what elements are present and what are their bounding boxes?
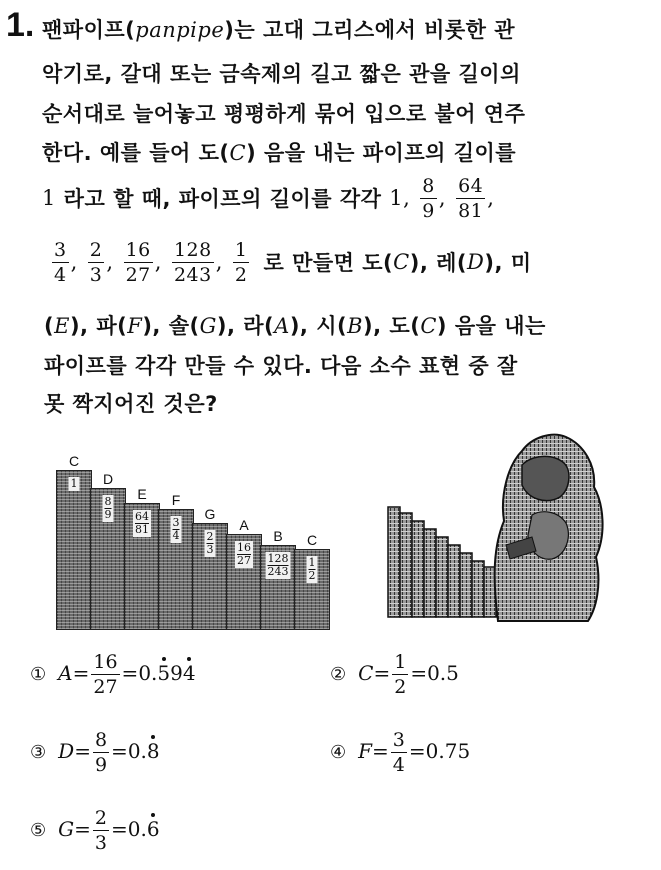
option-marker: ① — [30, 664, 47, 685]
note-c: C — [420, 314, 437, 338]
note-g: G — [199, 314, 217, 338]
question-text: ), 레( — [409, 251, 467, 275]
question-line-7 — [44, 310, 644, 340]
equals-sign: = — [74, 739, 91, 763]
equals-sign: = — [111, 739, 128, 763]
equals-sign: = — [372, 739, 389, 763]
question-text: ), 라( — [216, 314, 275, 338]
pipe-bar-8 — [294, 532, 330, 630]
option-marker: ③ — [30, 742, 47, 763]
pipe-length-label: $\frac{64}{81}$ — [135, 510, 149, 536]
question-text: 파이프를 각각 만들 수 있다. 다음 소수 표현 중 잘 — [44, 354, 518, 378]
fraction-64-81: $\frac{64}{81}$ — [458, 174, 484, 222]
question-line-6: $\frac{3}{4}$ , $\frac{2}{3}$ , $\frac{16}{27}$ , $\frac{128}{243}$ , $\frac{1}{2}$ 로 만들면 도( C ), 레( D ), 미 — [54, 238, 532, 286]
fraction-16-27: $\frac{16}{27}$ — [125, 238, 151, 286]
option-fraction: $\frac{8}{9}$ — [94, 729, 108, 776]
pipe-length-label: $\frac{1}{2}$ — [308, 556, 316, 582]
pipe-bar-1 — [56, 453, 92, 630]
question-text: 라고 할 때, 파이프의 길이를 각각 — [55, 187, 390, 211]
fraction-8-9: $\frac{8}{9}$ — [422, 174, 435, 222]
pipe-bar-6 — [226, 517, 262, 630]
option-variable: A — [58, 661, 73, 685]
question-text: ) 음을 내는 — [436, 314, 546, 338]
option-variable: C — [358, 661, 374, 685]
question-line-4 — [42, 137, 642, 167]
pipe-note-label: C — [306, 532, 318, 548]
question-text: ), 미 — [484, 251, 532, 275]
option-decimal: 0.6 — [127, 817, 160, 841]
pipe-note-label: D — [102, 471, 114, 487]
option-1[interactable] — [30, 650, 196, 699]
option-fraction: $\frac{2}{3}$ — [94, 807, 107, 854]
pipe-length-label: 1 — [70, 477, 78, 490]
note-e: E — [54, 314, 70, 338]
option-3[interactable] — [30, 728, 160, 777]
note-d: D — [467, 250, 485, 274]
question-text: ), 솔( — [142, 314, 200, 338]
fraction-3-4: $\frac{3}{4}$ — [54, 238, 67, 286]
length-one: 1 — [42, 186, 56, 210]
pipe-bar-3 — [124, 486, 160, 630]
pipe-length-label: $\frac{16}{27}$ — [237, 541, 251, 567]
pipe-note-label: C — [68, 453, 80, 469]
fraction-1-2: $\frac{1}{2}$ — [234, 238, 248, 286]
note-a: A — [274, 314, 290, 338]
question-line-2 — [42, 58, 642, 88]
option-variable: D — [58, 739, 75, 763]
pipe-length-label: $\frac{2}{3}$ — [206, 530, 214, 556]
length-first: 1, — [389, 186, 411, 210]
option-fraction: $\frac{1}{2}$ — [394, 651, 407, 698]
fraction-128-243: $\frac{128}{243}$ — [173, 238, 212, 286]
pipe-bar-4 — [158, 492, 194, 630]
equals-sign: = — [410, 661, 428, 685]
pipe-bar-5 — [192, 506, 228, 630]
option-decimal: 0.5 — [427, 661, 459, 685]
pipe-length-label: $\frac{128}{243}$ — [267, 552, 289, 578]
question-text: )는 고대 그리스에서 비롯한 관 — [224, 18, 516, 42]
question-line-5: 1 라고 할 때, 파이프의 길이를 각각 1, $\frac{8}{9}$ , $\frac{64}{81}$ , — [42, 174, 495, 222]
question-line-1 — [42, 14, 642, 44]
pipe-length-label: $\frac{3}{4}$ — [172, 516, 180, 542]
panpipe-lengths-figure — [56, 440, 336, 630]
question-text: 순서대로 늘어놓고 평평하게 묶어 입으로 불어 연주 — [42, 102, 526, 126]
option-2[interactable] — [330, 650, 459, 699]
note-c: C — [229, 141, 247, 165]
equals-sign: = — [373, 661, 391, 685]
option-marker: ⑤ — [30, 820, 47, 841]
equals-sign: = — [110, 817, 128, 841]
option-marker: ④ — [330, 742, 347, 763]
question-line-8 — [44, 350, 644, 380]
option-4[interactable] — [330, 728, 470, 777]
question-text: 한다. 예를 들어 도( — [42, 141, 230, 165]
pan-statue-image — [382, 425, 614, 625]
pipe-note-label: A — [239, 517, 249, 533]
question-text: 팬파이프( — [42, 18, 136, 42]
question-number: 1. — [6, 6, 35, 44]
question-text: ), 도( — [363, 314, 421, 338]
question-line-9 — [44, 388, 644, 418]
option-variable: G — [58, 817, 75, 841]
option-marker: ② — [330, 664, 347, 685]
pipe-note-label: B — [273, 528, 283, 544]
question-text: 로 만들면 도( — [263, 251, 394, 275]
pipe-note-label: E — [137, 486, 147, 502]
question-text: ) 음을 내는 파이프의 길이를 — [246, 141, 517, 165]
option-fraction: $\frac{16}{27}$ — [93, 651, 118, 698]
equals-sign: = — [74, 817, 91, 841]
option-decimal: 0.8 — [127, 739, 160, 763]
note-f: F — [127, 314, 143, 338]
note-b: B — [347, 314, 364, 338]
pipe-bar-7 — [260, 528, 296, 630]
option-5[interactable] — [30, 806, 160, 855]
question-text: ( — [44, 314, 55, 338]
term-panpipe: panpipe — [135, 18, 225, 42]
equals-sign: = — [72, 661, 90, 685]
option-decimal: 0.594 — [138, 661, 196, 685]
option-decimal: 0.75 — [425, 739, 471, 763]
question-text: 못 짝지어진 것은? — [44, 392, 218, 416]
equals-sign: = — [121, 661, 139, 685]
option-variable: F — [358, 739, 373, 763]
question-text: ), 시( — [289, 314, 348, 338]
pipe-note-label: F — [171, 492, 181, 508]
fraction-2-3: $\frac{2}{3}$ — [89, 238, 103, 286]
option-fraction: $\frac{3}{4}$ — [392, 729, 405, 776]
question-text: ), 파( — [69, 314, 128, 338]
equals-sign: = — [408, 739, 426, 763]
question-line-3 — [42, 98, 642, 128]
question-text: 악기로, 갈대 또는 금속제의 길고 짧은 관을 길이의 — [42, 62, 521, 86]
pipe-note-label: G — [204, 506, 216, 522]
pipe-length-label: $\frac{8}{9}$ — [104, 495, 112, 521]
pipe-bar-2 — [90, 471, 126, 630]
note-c: C — [393, 250, 410, 274]
